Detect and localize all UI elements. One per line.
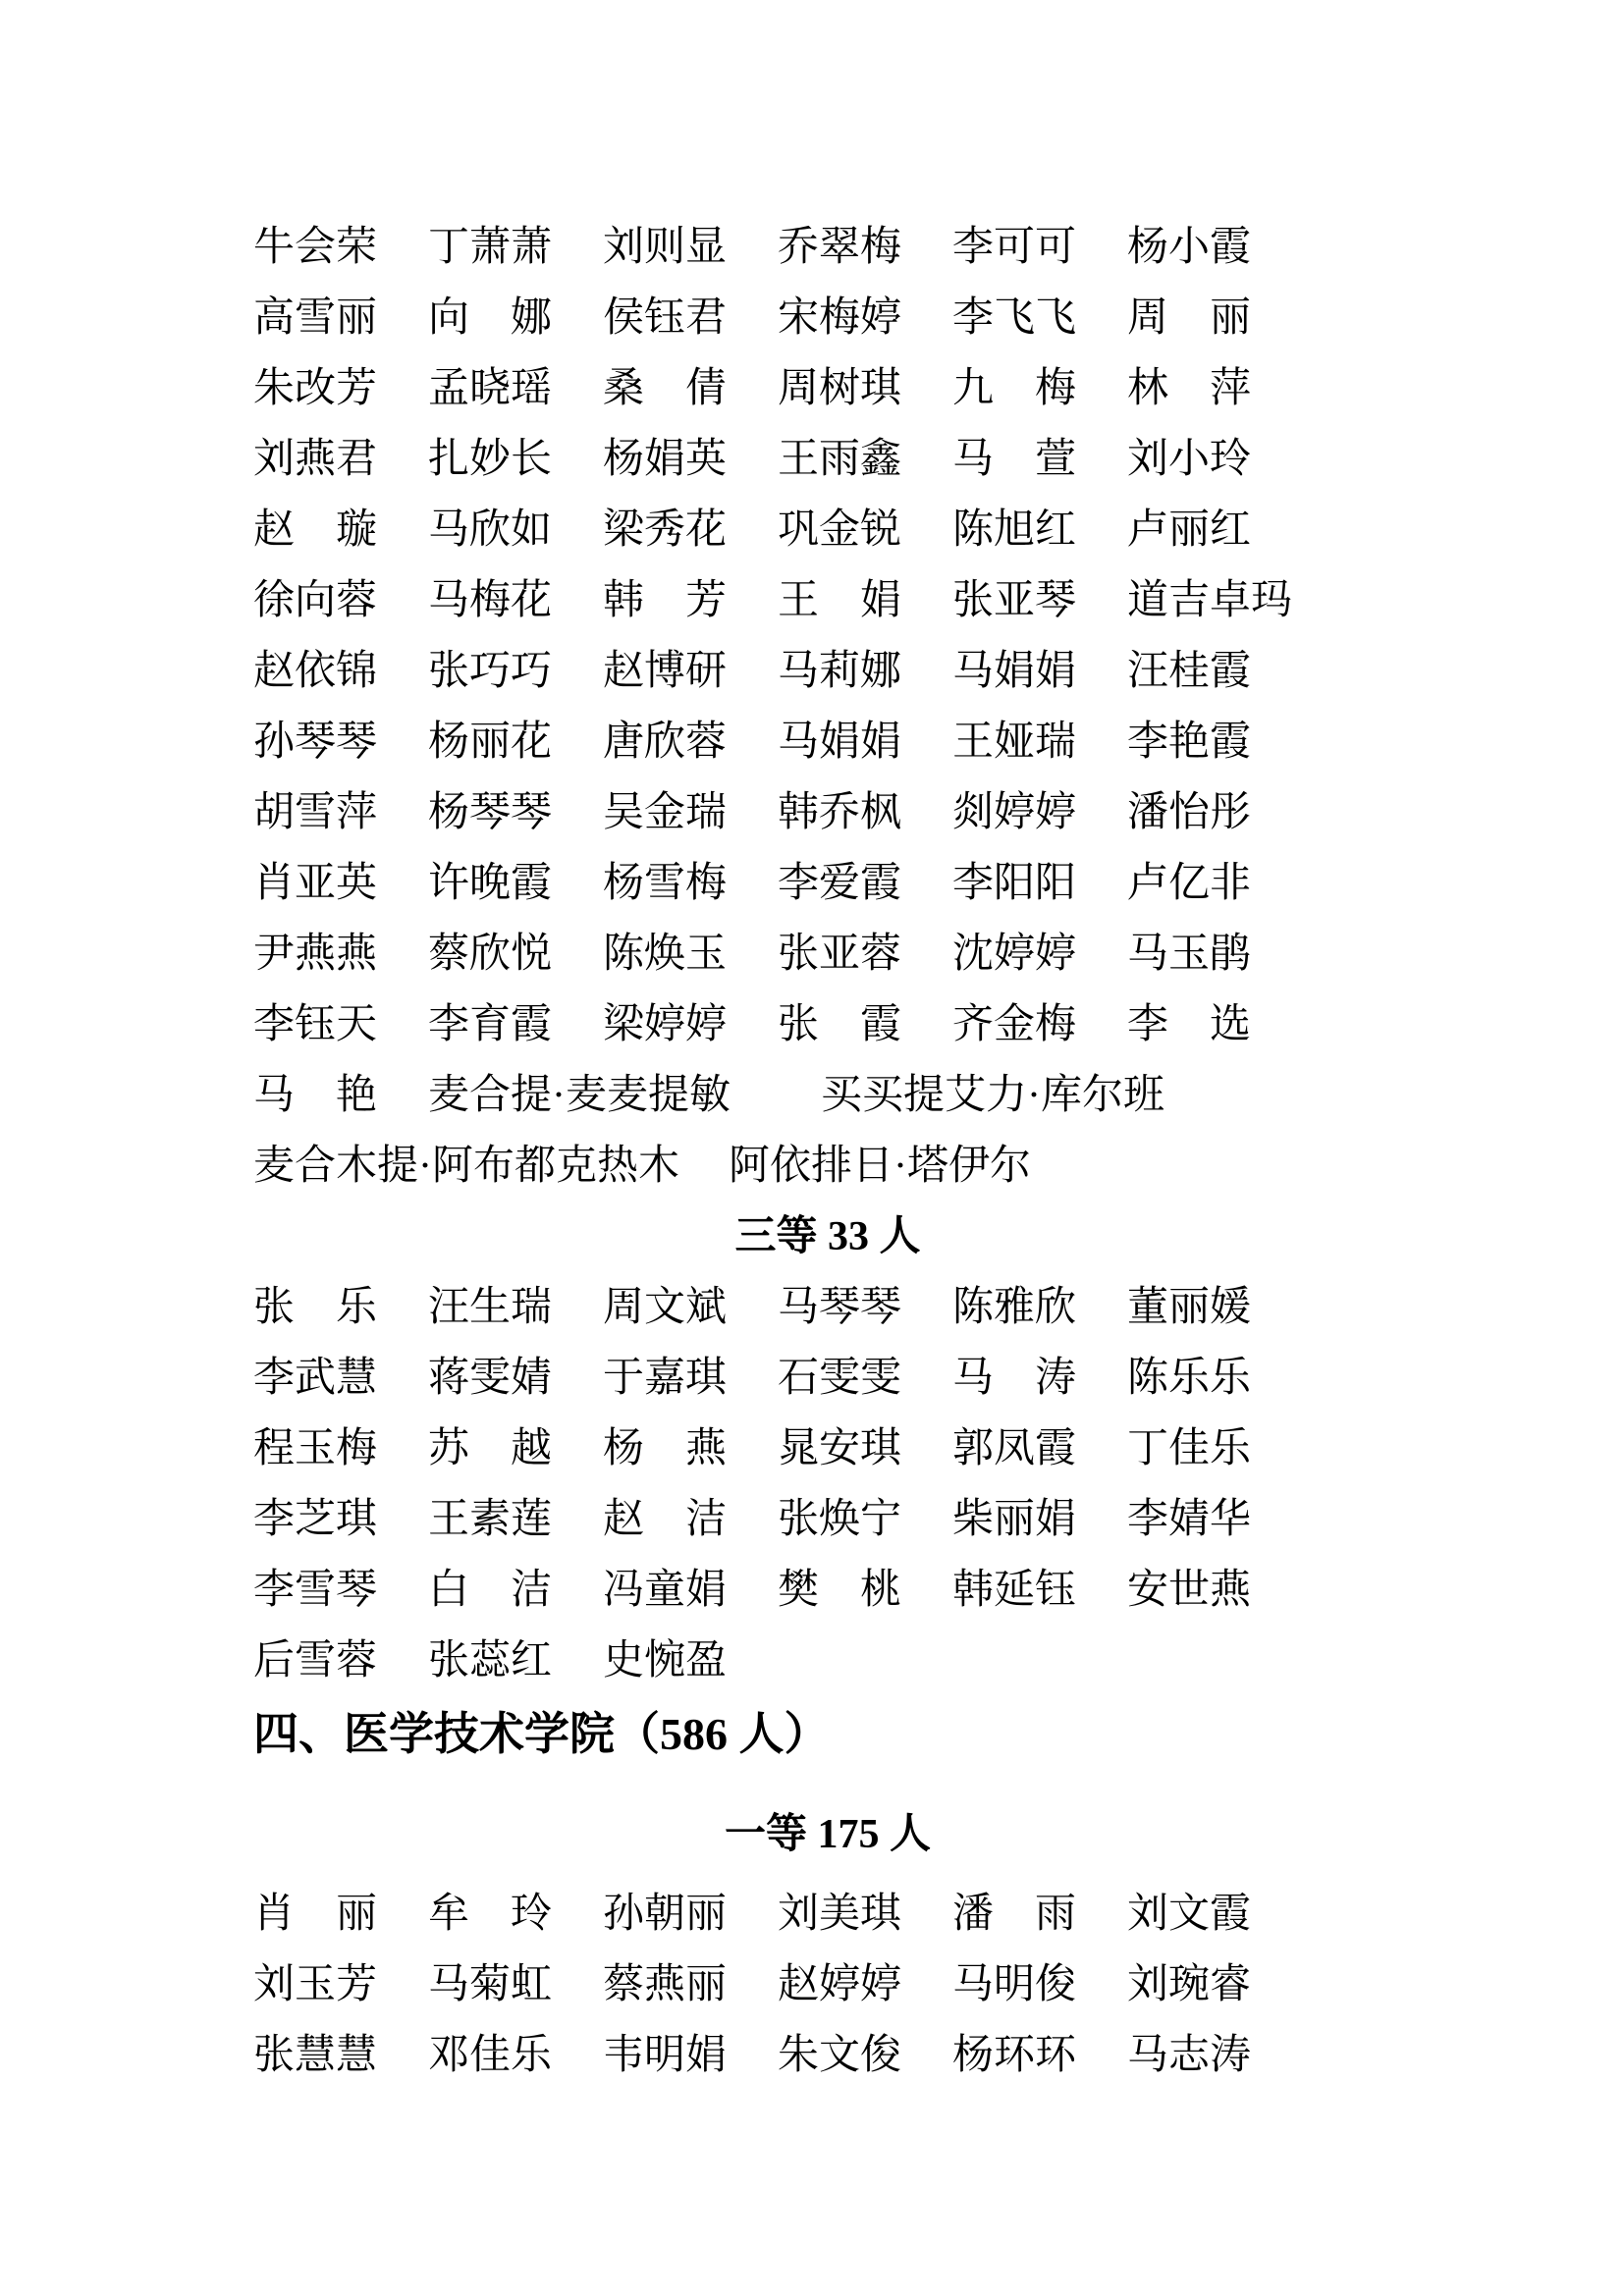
third-class-name-list <box>253 1286 1402 1682</box>
name-row <box>253 1963 1402 2006</box>
page-content <box>253 226 1402 2105</box>
person-name: 张 乐 <box>253 1285 378 1330</box>
person-name: 丁佳乐 <box>1127 1426 1252 1471</box>
person-name: 汪桂霞 <box>1127 649 1252 694</box>
name-row <box>253 1003 1402 1046</box>
person-name: 蒋雯婧 <box>428 1356 553 1401</box>
name-row <box>253 226 1402 269</box>
person-name: 麦合提·麦麦提敏 <box>428 1073 731 1118</box>
person-name: 张巧巧 <box>428 649 553 694</box>
first-class-header: 一等 175 人 <box>724 1812 931 1857</box>
person-name: 杨小霞 <box>1127 225 1252 270</box>
person-name: 王娅瑞 <box>952 720 1077 765</box>
name-row <box>253 650 1402 693</box>
person-name: 朱改芳 <box>253 366 378 411</box>
person-name: 韩延钰 <box>952 1568 1077 1613</box>
person-name: 马菊虹 <box>428 1962 553 2007</box>
name-row <box>253 862 1402 905</box>
person-name: 柴丽娟 <box>952 1497 1077 1542</box>
person-name: 杨环环 <box>952 2033 1077 2078</box>
person-name: 李芝琪 <box>253 1497 378 1542</box>
name-row <box>253 1498 1402 1541</box>
person-name: 冯童娟 <box>603 1568 728 1613</box>
person-name: 张 霞 <box>778 1002 902 1047</box>
person-name: 吴金瑞 <box>603 790 728 835</box>
person-name: 肖亚英 <box>253 861 378 906</box>
person-name: 董丽媛 <box>1127 1285 1252 1330</box>
person-name: 张亚琴 <box>952 578 1077 623</box>
name-row <box>253 1357 1402 1400</box>
person-name: 齐金梅 <box>952 1002 1077 1047</box>
name-row <box>253 1427 1402 1470</box>
person-name: 李婧华 <box>1127 1497 1252 1542</box>
person-name: 桑 倩 <box>603 366 728 411</box>
name-row <box>253 1893 1402 1936</box>
first-class-name-list <box>253 1893 1402 2077</box>
person-name: 赵婷婷 <box>778 1962 902 2007</box>
person-name: 梁婷婷 <box>603 1002 728 1047</box>
person-name: 马欣如 <box>428 507 553 553</box>
person-name: 许晚霞 <box>428 861 553 906</box>
person-name: 侯钰君 <box>603 295 728 341</box>
person-name: 蔡燕丽 <box>603 1962 728 2007</box>
person-name: 周 丽 <box>1127 295 1252 341</box>
person-name <box>778 1639 903 1682</box>
person-name: 安世燕 <box>1127 1568 1252 1613</box>
person-name: 杨雪梅 <box>603 861 728 906</box>
person-name: 牛会荣 <box>253 225 378 270</box>
person-name: 九 梅 <box>952 366 1077 411</box>
person-name: 刘燕君 <box>253 437 378 482</box>
person-name: 肖 丽 <box>253 1892 378 1937</box>
person-name: 王素莲 <box>428 1497 553 1542</box>
person-name: 苏 越 <box>428 1426 553 1471</box>
person-name: 周树琪 <box>778 366 902 411</box>
name-row <box>253 1639 1402 1682</box>
person-name: 李爱霞 <box>778 861 902 906</box>
person-name: 马琴琴 <box>778 1285 902 1330</box>
person-name: 陈焕玉 <box>603 932 728 977</box>
person-name: 韩 芳 <box>603 578 728 623</box>
person-name: 樊 桃 <box>778 1568 902 1613</box>
person-name: 尹燕燕 <box>253 932 378 977</box>
person-name: 刘美琪 <box>778 1892 902 1937</box>
person-name: 刘琬睿 <box>1127 1962 1252 2007</box>
name-row-long-names <box>253 1074 1402 1117</box>
person-name: 张焕宁 <box>778 1497 902 1542</box>
person-name: 高雪丽 <box>253 295 378 341</box>
third-class-header: 三等 33 人 <box>734 1214 921 1259</box>
person-name: 马莉娜 <box>778 649 902 694</box>
person-name: 马 涛 <box>952 1356 1077 1401</box>
person-name: 白 洁 <box>428 1568 553 1613</box>
person-name: 张慧慧 <box>253 2033 378 2078</box>
person-name: 牟 玲 <box>428 1892 553 1937</box>
person-name: 马玉鹃 <box>1127 932 1252 977</box>
name-row <box>253 1569 1402 1612</box>
person-name: 李 选 <box>1127 1002 1252 1047</box>
person-name: 李艳霞 <box>1127 720 1252 765</box>
person-name: 沈婷婷 <box>952 932 1077 977</box>
person-name: 蔡欣悦 <box>428 932 553 977</box>
second-class-name-list <box>253 226 1402 1046</box>
person-name: 张亚蓉 <box>778 932 902 977</box>
person-name: 孟晓瑶 <box>428 366 553 411</box>
person-name: 汪生瑞 <box>428 1285 553 1330</box>
person-name: 马 萱 <box>952 437 1077 482</box>
person-name: 马 艳 <box>253 1073 378 1118</box>
person-name: 李阳阳 <box>952 861 1077 906</box>
person-name: 孙朝丽 <box>603 1892 728 1937</box>
person-name: 马梅花 <box>428 578 553 623</box>
person-name: 晁安琪 <box>778 1426 902 1471</box>
name-row <box>253 579 1402 622</box>
person-name: 乔翠梅 <box>778 225 902 270</box>
person-name: 程玉梅 <box>253 1426 378 1471</box>
person-name: 王 娟 <box>778 578 902 623</box>
person-name: 卢丽红 <box>1127 507 1252 553</box>
name-row <box>253 438 1402 481</box>
person-name <box>952 1639 1078 1682</box>
person-name: 马明俊 <box>952 1962 1077 2007</box>
person-name: 石雯雯 <box>778 1356 902 1401</box>
person-name: 杨琴琴 <box>428 790 553 835</box>
name-row <box>253 933 1402 976</box>
person-name: 李可可 <box>952 225 1077 270</box>
person-name: 向 娜 <box>428 295 553 341</box>
person-name: 李雪琴 <box>253 1568 378 1613</box>
person-name: 马娟娟 <box>952 649 1077 694</box>
person-name: 史惋盈 <box>603 1638 728 1683</box>
section-four-title: 四、医学技术学院（586 人） <box>253 1709 830 1759</box>
person-name: 陈乐乐 <box>1127 1356 1252 1401</box>
person-name: 潘怡彤 <box>1127 790 1252 835</box>
person-name: 赵依锦 <box>253 649 378 694</box>
person-name: 徐向蓉 <box>253 578 378 623</box>
person-name: 王雨鑫 <box>778 437 902 482</box>
name-row <box>253 791 1402 834</box>
person-name: 道吉卓玛 <box>1127 578 1293 623</box>
person-name: 韩乔枫 <box>778 790 902 835</box>
person-name: 周文斌 <box>603 1285 728 1330</box>
person-name: 刘玉芳 <box>253 1962 378 2007</box>
person-name: 丁萧萧 <box>428 225 553 270</box>
person-name: 李育霞 <box>428 1002 553 1047</box>
name-row <box>253 508 1402 552</box>
person-name: 扎妙长 <box>428 437 553 482</box>
person-name: 赵 璇 <box>253 507 378 553</box>
person-name: 李飞飞 <box>952 295 1077 341</box>
person-name: 韦明娟 <box>603 2033 728 2078</box>
person-name: 宋梅婷 <box>778 295 902 341</box>
person-name: 潘 雨 <box>952 1892 1077 1937</box>
name-row <box>253 1286 1402 1329</box>
person-name: 刘文霞 <box>1127 1892 1252 1937</box>
person-name: 麦合木提·阿布都克热木 <box>253 1144 679 1189</box>
person-name: 陈雅欣 <box>952 1285 1077 1330</box>
name-row <box>253 367 1402 410</box>
name-row-long-names <box>253 1145 1402 1188</box>
person-name: 阿依排日·塔伊尔 <box>729 1144 1031 1189</box>
person-name: 赵 洁 <box>603 1497 728 1542</box>
person-name: 卢亿非 <box>1127 861 1252 906</box>
person-name: 张蕊红 <box>428 1638 553 1683</box>
person-name: 巩金锐 <box>778 507 902 553</box>
person-name: 刘则显 <box>603 225 728 270</box>
name-row <box>253 721 1402 764</box>
person-name: 后雪蓉 <box>253 1638 378 1683</box>
person-name: 杨丽花 <box>428 720 553 765</box>
person-name: 杨娟英 <box>603 437 728 482</box>
person-name: 郭凤霞 <box>952 1426 1077 1471</box>
person-name: 邓佳乐 <box>428 2033 553 2078</box>
person-name <box>1127 1639 1253 1682</box>
person-name: 赵博研 <box>603 649 728 694</box>
person-name: 孙琴琴 <box>253 720 378 765</box>
person-name: 林 萍 <box>1127 366 1252 411</box>
person-name: 胡雪萍 <box>253 790 378 835</box>
person-name: 马志涛 <box>1127 2033 1252 2078</box>
person-name: 李武慧 <box>253 1356 378 1401</box>
person-name: 朱文俊 <box>778 2033 902 2078</box>
person-name: 买买提艾力·库尔班 <box>821 1073 1164 1118</box>
person-name: 刘小玲 <box>1127 437 1252 482</box>
person-name: 唐欣蓉 <box>603 720 728 765</box>
person-name: 马娟娟 <box>778 720 902 765</box>
person-name: 李钰天 <box>253 1002 378 1047</box>
person-name: 杨 燕 <box>603 1426 728 1471</box>
name-row <box>253 296 1402 340</box>
person-name: 陈旭红 <box>952 507 1077 553</box>
person-name: 剡婷婷 <box>952 790 1077 835</box>
name-row <box>253 2034 1402 2077</box>
person-name: 于嘉琪 <box>603 1356 728 1401</box>
person-name: 梁秀花 <box>603 507 728 553</box>
